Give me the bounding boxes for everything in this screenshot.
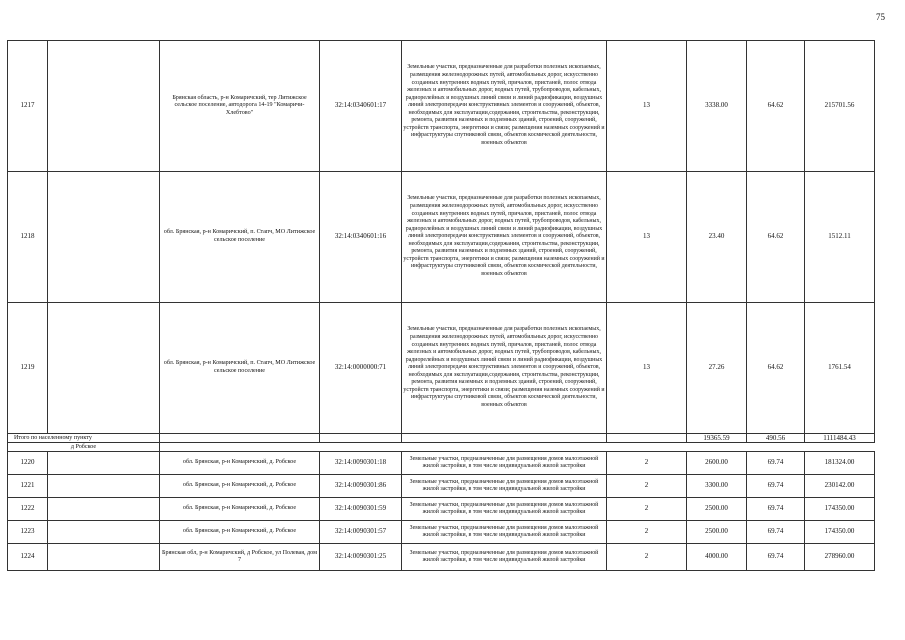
value-cell: 1761.54 (805, 303, 875, 434)
total-label: Итого по населенному пункту (8, 434, 160, 443)
rate-cell: 64.62 (747, 41, 805, 172)
cadastral-number: 32:14:0340601:16 (320, 172, 402, 303)
use-code: 13 (607, 41, 687, 172)
cadastral-number: 32:14:0090301:57 (320, 521, 402, 544)
table-row (8, 521, 875, 544)
value-cell: 230142.00 (805, 475, 875, 498)
cadastral-number: 32:14:0090301:25 (320, 544, 402, 571)
use-code: 2 (607, 521, 687, 544)
land-use-cell: Земельные участки, предназначенные для размещения домов малоэтажной жилой застройки, в том числе индивидуальной жилой застройки (402, 521, 607, 544)
area-cell: 23.40 (687, 172, 747, 303)
settlement-cell (48, 41, 160, 172)
land-use-cell: Земельные участки, предназначенные для размещения домов малоэтажной жилой застройки, в том числе индивидуальной жилой застройки (402, 475, 607, 498)
row-id: 1219 (8, 303, 48, 434)
value-cell: 174350.00 (805, 521, 875, 544)
address-cell: обл. Брянская, р-н Комаричский, д. Робское (160, 498, 320, 521)
cadastral-number: 32:14:0090301:18 (320, 452, 402, 475)
address-cell: обл. Брянская, р-н Комаричский, п. Стапч, МО Литижское сельское поселение (160, 303, 320, 434)
row-id: 1221 (8, 475, 48, 498)
land-use-cell: Земельные участки, предназначенные для разработки полезных ископаемых, размещения железнодорожных путей, автомобильных дорог, искусственно созданных внутренних водных путей, причалов, пристаней, полос отвода железных и автомобильных дорог, водных путей, трубопроводов, кабельных, радиорелейных и воздушных линий связи и линий радиофикации, воздушных линий электропередачи конструктивных элементов и сооружений, объектов, необходимых для эксплуатации,содержания, строительства, реконструкции, ремонта, развития наземных и подземных зданий, строений, сооружений, устройств транспорта, энергетики и связи; размещения наземных сооружений и инфраструктуры спутниковой связи, объектов космической деятельности, военных объектов (402, 303, 607, 434)
row-id: 1224 (8, 544, 48, 571)
use-code: 13 (607, 172, 687, 303)
table-row (8, 172, 875, 303)
value-cell: 174350.00 (805, 498, 875, 521)
settlement-cell (48, 475, 160, 498)
table-row (8, 303, 875, 434)
value-cell: 278960.00 (805, 544, 875, 571)
rate-cell: 69.74 (747, 475, 805, 498)
address-cell: обл. Брянская, р-н Комаричский, д. Робское (160, 452, 320, 475)
area-cell: 2600.00 (687, 452, 747, 475)
total-value: 1111484.43 (805, 434, 875, 443)
land-use-cell: Земельные участки, предназначенные для разработки полезных ископаемых, размещения железнодорожных путей, автомобильных дорог, искусственно созданных внутренних водных путей, причалов, пристаней, полос отвода железных и автомобильных дорог, водных путей, трубопроводов, кабельных, радиорелейных и воздушных линий связи и линий радиофикации, воздушных линий электропередачи конструктивных элементов и сооружений, объектов, необходимых для эксплуатации,содержания, строительства, реконструкции, ремонта, развития наземных и подземных зданий, строений, сооружений, устройств транспорта, энергетики и связи; размещения наземных сооружений и инфраструктуры спутниковой связи, объектов космической деятельности, военных объектов (402, 172, 607, 303)
row-id: 1218 (8, 172, 48, 303)
settlement-cell (48, 498, 160, 521)
table-row (8, 452, 875, 475)
rate-cell: 69.74 (747, 452, 805, 475)
row-id: 1220 (8, 452, 48, 475)
use-code: 2 (607, 544, 687, 571)
rate-cell: 64.62 (747, 303, 805, 434)
total-rate: 490.56 (747, 434, 805, 443)
land-use-cell: Земельные участки, предназначенные для размещения домов малоэтажной жилой застройки, в том числе индивидуальной жилой застройки (402, 452, 607, 475)
area-cell: 3338.00 (687, 41, 747, 172)
land-register-table (7, 40, 875, 571)
table-row (8, 498, 875, 521)
cadastral-number: 32:14:0340601:17 (320, 41, 402, 172)
total-area: 19365.59 (687, 434, 747, 443)
address-cell: Брянская обл, р-н Комаричский, д Робское, ул Полевая, дом 7 (160, 544, 320, 571)
rate-cell: 64.62 (747, 172, 805, 303)
area-cell: 27.26 (687, 303, 747, 434)
rate-cell: 69.74 (747, 521, 805, 544)
settlement-cell (48, 303, 160, 434)
settlement-cell (48, 521, 160, 544)
address-cell: Брянская область, р-н Комаричский, тер Литижское сельское поселение, автодорога 14-19 "Комаричи-Хлебтово" (160, 41, 320, 172)
settlement-name: д Робское (8, 443, 160, 452)
rate-cell: 69.74 (747, 498, 805, 521)
address-cell: обл. Брянская, р-н Комаричский, п. Стапч, МО Литижское сельское поселение (160, 172, 320, 303)
page-number: 75 (876, 12, 885, 22)
cadastral-number: 32:14:0000000:71 (320, 303, 402, 434)
use-code: 2 (607, 498, 687, 521)
use-code: 13 (607, 303, 687, 434)
settlement-cell (48, 452, 160, 475)
settlement-cell (48, 172, 160, 303)
value-cell: 1512.11 (805, 172, 875, 303)
area-cell: 3300.00 (687, 475, 747, 498)
settlement-cell (48, 544, 160, 571)
address-cell: обл. Брянская, р-н Комаричский, д. Робское (160, 475, 320, 498)
land-use-cell: Земельные участки, предназначенные для размещения домов малоэтажной жилой застройки, в том числе индивидуальной жилой застройки (402, 544, 607, 571)
value-cell: 181324.00 (805, 452, 875, 475)
area-cell: 2500.00 (687, 521, 747, 544)
land-use-cell: Земельные участки, предназначенные для размещения домов малоэтажной жилой застройки, в том числе индивидуальной жилой застройки (402, 498, 607, 521)
cadastral-number: 32:14:0090301:86 (320, 475, 402, 498)
settlement-row (8, 443, 875, 452)
table-row (8, 41, 875, 172)
row-id: 1222 (8, 498, 48, 521)
use-code: 2 (607, 475, 687, 498)
rate-cell: 69.74 (747, 544, 805, 571)
row-id: 1217 (8, 41, 48, 172)
cadastral-number: 32:14:0090301:59 (320, 498, 402, 521)
area-cell: 2500.00 (687, 498, 747, 521)
table-row (8, 544, 875, 571)
row-id: 1223 (8, 521, 48, 544)
address-cell: обл. Брянская, р-н Комаричский, д. Робское (160, 521, 320, 544)
value-cell: 215701.56 (805, 41, 875, 172)
total-row (8, 434, 875, 443)
land-use-cell: Земельные участки, предназначенные для разработки полезных ископаемых, размещения железнодорожных путей, автомобильных дорог, искусственно созданных внутренних водных путей, причалов, пристаней, полос отвода железных и автомобильных дорог, водных путей, трубопроводов, кабельных, радиорелейных и воздушных линий связи и линий радиофикации, воздушных линий электропередачи конструктивных элементов и сооружений, объектов, необходимых для эксплуатации,содержания, строительства, реконструкции, ремонта, развития наземных и подземных зданий, строений, сооружений, устройств транспорта, энергетики и связи; размещения наземных сооружений и инфраструктуры спутниковой связи, объектов космической деятельности, военных объектов (402, 41, 607, 172)
use-code: 2 (607, 452, 687, 475)
area-cell: 4000.00 (687, 544, 747, 571)
table-row (8, 475, 875, 498)
